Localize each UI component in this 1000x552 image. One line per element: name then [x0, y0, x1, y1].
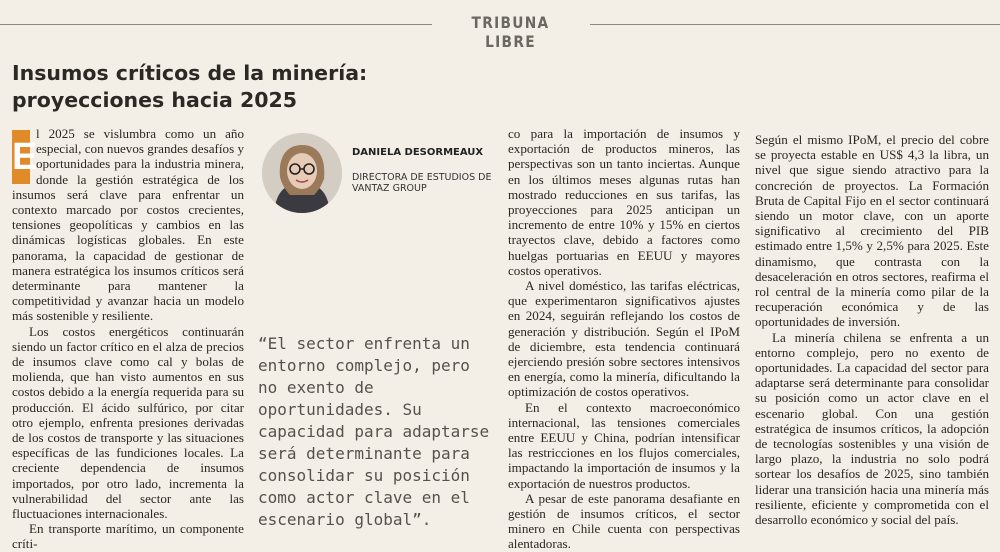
drop-cap: E — [12, 130, 30, 184]
paragraph: Según el mismo IPoM, el precio del cobre se proyecta estable en US$ 4,3 la libra, un nivel que sigue siendo atractivo para la concreción de proyectos. La Formación Bruta de Capital Fijo en el sector continuará siendo un motor clave, con un aporte significativo al crecimiento del PIB estimado entre 1,5% y 2,5% para 2025. Este dinamismo, que contrasta con la desaceleración en otros sectores, reafirma el rol central de la minería como pilar de la recuperación económica y de las oportunidades de inversión. — [755, 132, 989, 330]
paragraph-text: l 2025 se vislumbra como un año especial, con nuevos grandes desafíos y oportunidades para la industria minera, donde la gestión estratégica de los insumos será clave para enfrentar un contexto marcado por costos crecientes, tensiones geopolíticas y cambios en las dinámicas logísticas globales. En este panorama, la capacidad de gestionar de manera estratégica los insumos críticos será determinante para mantener la competitividad y avanzar hacia un modelo más sostenible y resiliente. — [12, 126, 244, 324]
author-role: DIRECTORA DE ESTUDIOS DE VANTAZ GROUP — [352, 172, 492, 194]
paragraph: Los costos energéticos continuarán siendo un factor crítico en el alza de precios de insumos clave como cal y bolas de molienda, que han visto aumentos en sus costos debido a la energía requerida para su producción. El ácido sulfúrico, por citar otro ejemplo, enfrenta presiones derivadas de los costos de transporte y las situaciones específicas de las fundiciones locales. La creciente dependencia de insumos importados, por otro lado, incrementa la vulnerabilidad del sector ante las fluctuaciones internacionales. — [12, 323, 244, 522]
body-column-1 — [12, 126, 244, 552]
body-column-3 — [508, 126, 740, 552]
paragraph — [12, 126, 244, 324]
paragraph: La minería chilena se enfrenta a un entorno complejo, pero no exento de oportunidades. La capacidad del sector para adaptarse será determinante para consolidar su posición como un actor clave en el escenario global. Con una gestión estratégica de insumos críticos, la adopción de tecnologías sostenibles y una visión de largo plazo, la industria no solo podrá sortear los desafíos de 2025, sino también liderar una transición hacia una minería más resiliente, eficiente y comprometida con el desarrollo económico y social del país. — [755, 329, 989, 528]
paragraph: En transporte marítimo, un componente críti- — [12, 521, 244, 552]
author-name: DANIELA DESORMEAUX — [352, 147, 484, 158]
header-rule-right — [590, 24, 1000, 25]
section-tag: TRIBUNA LIBRE — [471, 13, 550, 51]
pull-quote: “El sector enfrenta un entorno complejo, pero no exento de oportunidades. Su capacidad para adaptarse será determinante para consolidar su posición como actor clave en el escenario global”. — [258, 334, 490, 529]
paragraph: A nivel doméstico, las tarifas eléctricas, que experimentaron significativos ajustes en 2024, seguirán reflejando los costos de generación y distribución. Según el IPoM de diciembre, esta tendencia continuará ejerciendo presión sobre sectores intensivos en energía, como la minería, dificultando la optimización de costos operativos. — [508, 278, 740, 400]
author-photo — [262, 133, 342, 213]
paragraph: A pesar de este panorama desafiante en gestión de insumos críticos, el sector minero en Chile cuenta con perspectivas alentadoras. — [508, 490, 740, 552]
header-rule-left — [0, 24, 432, 25]
body-column-4 — [755, 132, 989, 527]
paragraph: En el contexto macroeconómico internacional, las tensiones comerciales entre EEUU y China, podrían intensificar las restricciones en los flujos comerciales, impactando la importación de insumos y la exportación de nuestros productos. — [508, 399, 740, 491]
article-headline: Insumos críticos de la minería: proyecciones hacia 2025 — [12, 61, 368, 112]
paragraph: co para la importación de insumos y exportación de productos mineros, las perspectivas son un tanto inciertas. Aunque en los últimos meses algunas rutas han mostrado reducciones en sus tarifas, las proyecciones para 2025 anticipan un incremento de entre 10% y 15% en ciertos trayectos clave, debido a factores como huelgas portuarias en EEUU y mayores costos operativos. — [508, 126, 740, 278]
